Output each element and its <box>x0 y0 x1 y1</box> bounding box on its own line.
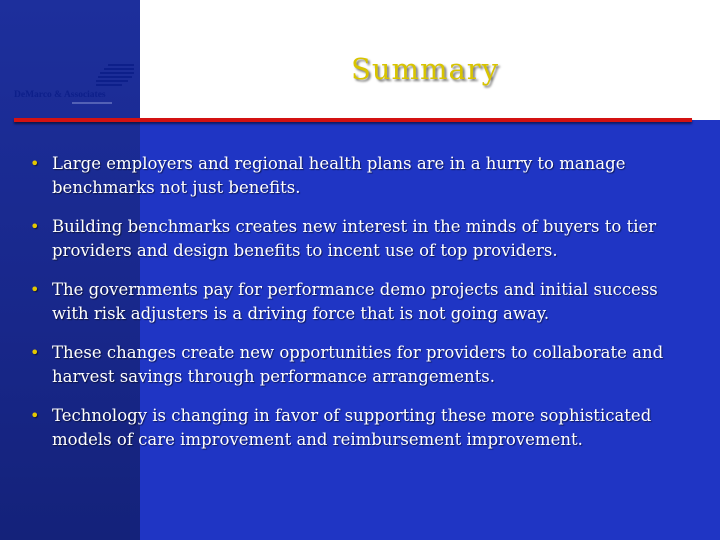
bullet-dot-icon: • <box>30 154 40 173</box>
bullet-text: Building benchmarks creates new interest in the minds of buyers to tier providers and design benefits to incent use of top providers. <box>52 217 657 260</box>
bullet-dot-icon: • <box>30 406 40 425</box>
bullet-text: The governments pay for performance demo projects and initial success with risk adjusters is a driving force that is not going away. <box>52 280 658 323</box>
slide-title: Summary <box>350 52 500 86</box>
company-logo <box>12 62 132 107</box>
bullet-item <box>30 404 670 451</box>
bullet-text: Large employers and regional health plans are in a hurry to manage benchmarks not just benefits. <box>52 154 626 197</box>
logo-underline <box>72 102 112 104</box>
logo-text: DeMarco & Associates <box>14 90 106 100</box>
bullet-item <box>30 278 670 325</box>
bullet-item <box>30 152 670 199</box>
bullet-dot-icon: • <box>30 217 40 236</box>
bullet-list <box>30 152 670 467</box>
bullet-text: Technology is changing in favor of supporting these more sophisticated models of care improvement and reimbursement improvement. <box>52 406 652 449</box>
title-divider <box>14 118 692 122</box>
bullet-item <box>30 341 670 388</box>
bullet-dot-icon: • <box>30 343 40 362</box>
bullet-item <box>30 215 670 262</box>
bullet-text: These changes create new opportunities for providers to collaborate and harvest savings through performance arrangements. <box>52 343 664 386</box>
logo-emblem-icon <box>92 62 138 92</box>
bullet-dot-icon: • <box>30 280 40 299</box>
